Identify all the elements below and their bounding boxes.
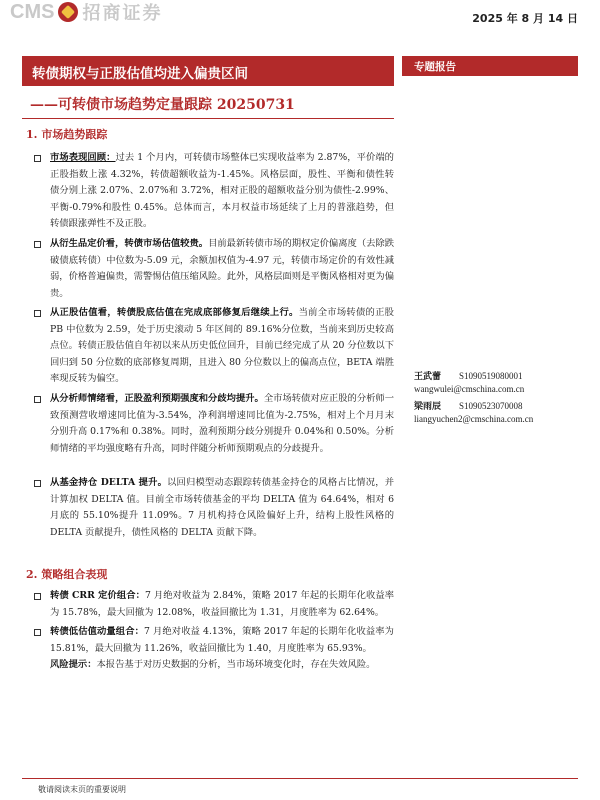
bullet-derivative-pricing <box>34 236 394 302</box>
bullet-text: 目前最新转债市场的期权定价偏离度（去除跌破债底转债）中位数为-5.09 元，余额加权值为-4.97 元，转债市场定价的有效性减弱，价格普遍偏贵，需警惕估值压缩风险。此外，风格层面则是平衡风格相对更为偏贵。 <box>50 238 395 299</box>
bullet-text: 7 月绝对收益为 2.84%，策略 2017 年起的长期年化收益率为 15.78%，最大回撤为 12.08%，收益回撤比为 1.31，月度胜率为 62.64%。 <box>50 590 395 618</box>
bullet-lead: 转债 CRR 定价组合： <box>50 590 145 601</box>
risk-disclosure <box>50 657 394 674</box>
bullet-text: 全市场转债对应正股的分析师一致预测营收增速同比值为-3.54%，净利润增速同比值为-2.75%，相对上个月月末分别升高 0.17%和 0.38%。同时，盈利预期分歧分别提升 0.04%和 0.50%。分析师情绪的平均强度略有升高，同时伴随分析师预期观点的分歧提升。 <box>50 393 395 454</box>
bullet-lead: 从基金持仓 DELTA 提升。 <box>50 477 168 488</box>
analyst-1 <box>414 370 524 395</box>
title-divider <box>22 118 394 119</box>
logo-cms-text: CMS <box>10 0 55 23</box>
bullet-lead: 市场表现回顾： <box>50 152 116 163</box>
report-subtitle: ——可转债市场趋势定量跟踪 20250731 <box>30 97 295 113</box>
risk-text: 本报告基于对历史数据的分析，当市场环境变化时，存在失效风险。 <box>96 659 376 670</box>
logo-cn-text: 招商证券 <box>82 3 163 24</box>
sidebar-label-banner <box>402 56 578 76</box>
bullet-crr-portfolio <box>34 588 394 621</box>
bullet-text: 过去 1 个月内，可转债市场整体已实现收益率为 2.87%，平价端的正股指数上涨 4.32%，转债超额收益为-1.45%。风格层面，股性、平衡和债性转债分别上涨 2.07%、2.07%和 3.72%，相对正股的超额收益分别为债性-2.99%、平衡-0.79%和股性 0.45%。总体而言，本月权益市场延续了上月的普涨趋势，但转债跟涨弹性不及正股。 <box>50 152 394 230</box>
bullet-fund-delta <box>34 475 394 541</box>
bullet-text: 以回归模型动态跟踪转债基金持仓的风格占比情况，并计算加权 DELTA 值。目前全市场转债基金的平均 DELTA 值为 64.64%，相对 6 月底的 55.10%提升 11.09%。7 月机构持仓风险偏好上升，结构上股性风格的 DELTA 贡献提升，债性风格的 DELTA 贡献下降。 <box>50 477 394 538</box>
checkbox-bullet-icon <box>34 155 41 162</box>
section-heading-2: 2. 策略组合表现 <box>26 568 108 581</box>
checkbox-bullet-icon <box>34 480 41 487</box>
checkbox-bullet-icon <box>34 241 41 248</box>
sidebar-label: 专题报告 <box>414 61 456 73</box>
checkbox-bullet-icon <box>34 629 41 636</box>
analyst-name: 王武蕾 <box>414 372 442 382</box>
footer-note: 敬请阅读末页的重要说明 <box>38 785 126 794</box>
bullet-text: 7 月绝对收益 4.13%，策略 2017 年起的长期年化收益率为 15.81%，最大回撤为 11.26%，收益回撤比为 1.40，月度胜率为 65.93%。 <box>50 626 394 654</box>
report-title: 转债期权与正股估值均进入偏贵区间 <box>32 66 248 82</box>
bullet-lead: 从正股估值看，转债股底估值在完成底部修复后继续上行。 <box>50 307 299 318</box>
report-date: 2025 年 8 月 14 日 <box>472 12 578 25</box>
bullet-lead: 转债低估值动量组合： <box>50 626 145 637</box>
analyst-2 <box>414 400 533 425</box>
bullet-market-review <box>34 150 394 233</box>
bullet-stock-valuation <box>34 305 394 388</box>
analyst-cert: S1090523070008 <box>459 401 523 411</box>
checkbox-bullet-icon <box>34 593 41 600</box>
top-header <box>0 0 600 36</box>
analyst-email[interactable]: liangyuchen2@cmschina.com.cn <box>414 414 534 424</box>
brand-logo <box>10 0 162 24</box>
bullet-analyst-sentiment <box>34 391 394 457</box>
checkbox-bullet-icon <box>34 396 41 403</box>
bullet-text: 当前全市场转债的正股 PB 中位数为 2.59，处于历史滚动 5 年区间的 89.16%分位数，当前来到历史较高点位。转债正股估值自年初以来从历史低位回升，目前已经完成了从 20 分位数以下回归到 50 分位数的底部修复周期，且进入 80 分位数以上的偏高点位，BETA 端胜率现反转为偏空。 <box>50 307 394 385</box>
footer-divider <box>22 778 578 779</box>
title-banner <box>22 56 394 86</box>
bullet-low-valuation-momentum <box>34 624 394 657</box>
section-heading-1: 1. 市场趋势跟踪 <box>26 128 108 141</box>
bullet-lead: 从衍生品定价看，转债市场估值较贵。 <box>50 238 209 249</box>
checkbox-bullet-icon <box>34 310 41 317</box>
analyst-cert: S1090519080001 <box>459 371 523 381</box>
bullet-lead: 从分析师情绪看，正股盈利预期强度和分歧均提升。 <box>50 393 264 404</box>
risk-lead: 风险提示： <box>50 659 97 670</box>
analyst-name: 梁雨辰 <box>414 402 442 412</box>
logo-seal-icon <box>58 2 78 22</box>
analyst-email[interactable]: wangwulei@cmschina.com.cn <box>414 384 525 394</box>
